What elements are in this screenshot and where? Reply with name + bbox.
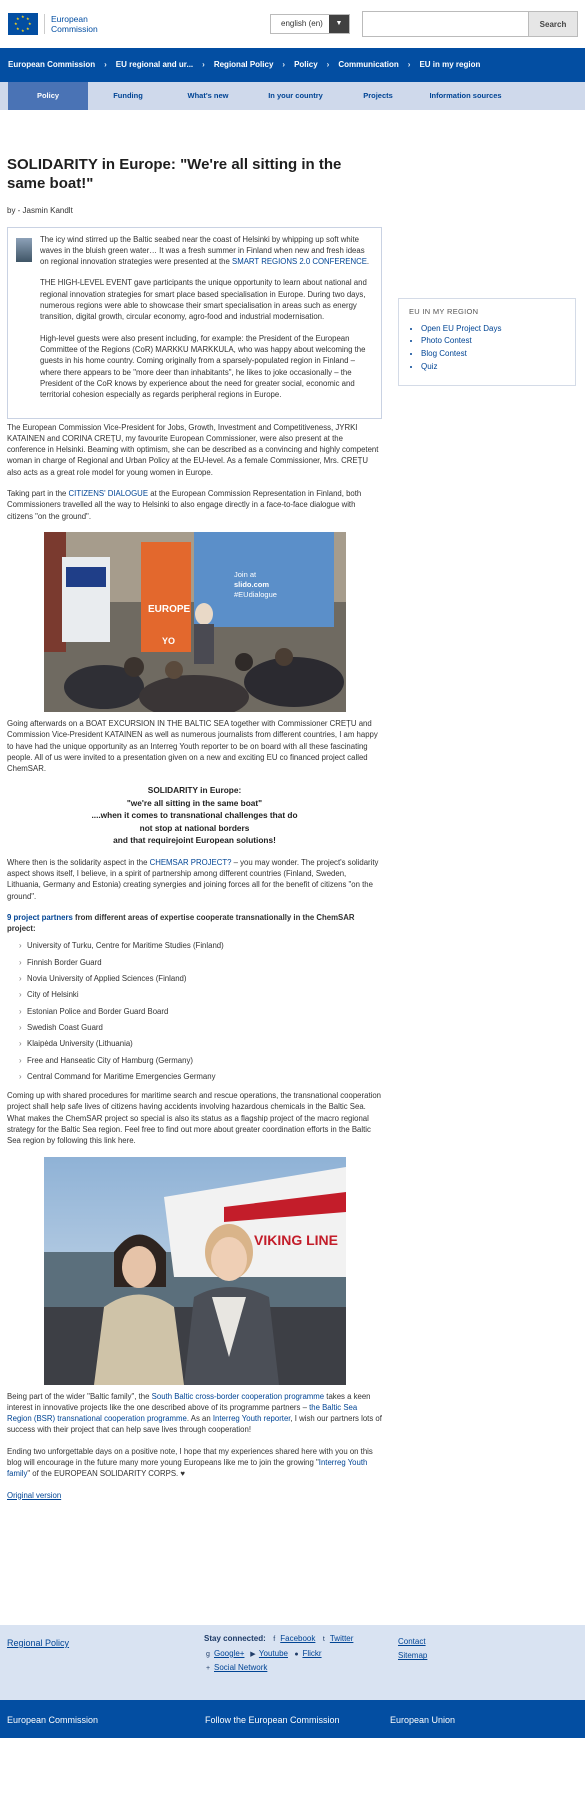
sidebar: [398, 298, 576, 386]
paragraph-text: .: [366, 257, 370, 267]
paragraph-text: takes a keen interest in innovative projects like the one described above of its programme partners –: [7, 1391, 371, 1412]
statement-line: SOLIDARITY in Europe:: [147, 785, 242, 796]
citizens-dialogue-link[interactable]: CITIZENS' DIALOGUE: [68, 489, 149, 499]
banner-text: EUROPE: [147, 603, 190, 615]
list-item: › Klaipėda University (Lithuania): [19, 1038, 382, 1049]
statement-line: not stop at national borders: [139, 822, 250, 833]
logo-text: European Commission: [44, 14, 98, 34]
screen-text: #EUdialogue: [233, 589, 277, 599]
site-header: [0, 0, 585, 48]
list-item: › City of Helsinki: [19, 989, 382, 1000]
search-input[interactable]: [362, 11, 530, 37]
statement-line: "we're all sitting in the same boat": [126, 797, 263, 808]
chevron-right-icon: ›: [407, 60, 411, 70]
breadcrumb-item[interactable]: Policy: [294, 60, 318, 70]
stay-connected-label: Stay connected:: [204, 1633, 266, 1643]
statement-line: and that requirejoint European solutions!: [113, 835, 276, 846]
chemsar-project-link[interactable]: CHEMSAR PROJECT?: [149, 857, 232, 867]
breadcrumb-item[interactable]: European Commission: [8, 60, 96, 70]
site-footer: [0, 1625, 585, 1738]
sidebar-title: EU IN MY REGION: [409, 307, 479, 316]
article: [7, 155, 382, 1501]
social-network-link[interactable]: Social Network: [214, 1663, 268, 1673]
paragraph-text: Being part of the wider "Baltic family", the: [7, 1391, 152, 1401]
google-plus-link[interactable]: Google+: [214, 1648, 245, 1658]
paragraph: The European Commission Vice-President for Jobs, Growth, Investment and Competitiveness, JYRKI KATAINEN and CORINA CREȚU, my favourite European Commissioner, were also present at the conference in Helsinki. Beaming with optimism, she can be described as a convincing and highly competent woman in charge of Regional and Urban Policy at the EU-level. As a female Commissioner, Mrs. CREȚU also acts as a great role model for young women in Europe.: [7, 422, 379, 477]
list-item: › University of Turku, Centre for Maritime Studies (Finland): [19, 940, 382, 951]
twitter-icon: t: [322, 1635, 325, 1643]
footer-links: [398, 1635, 427, 1664]
breadcrumb: [0, 48, 585, 82]
sidebar-item-photo-contest[interactable]: Photo Contest: [421, 336, 472, 346]
author-thumbnail: [16, 238, 32, 262]
footer-follow-commission[interactable]: Follow the European Commission: [205, 1714, 340, 1725]
chevron-down-icon: ▼: [329, 15, 349, 33]
sidebar-item-blog-contest[interactable]: Blog Contest: [421, 349, 467, 359]
south-baltic-programme-link[interactable]: South Baltic cross-border cooperation programme: [151, 1391, 325, 1401]
facebook-icon: f: [273, 1635, 276, 1643]
chevron-right-icon: ›: [104, 60, 107, 70]
tab-projects[interactable]: Projects: [363, 90, 393, 100]
boat-photo-graphic: [44, 1157, 346, 1385]
twitter-link[interactable]: Twitter: [329, 1633, 354, 1643]
sub-navigation: [0, 82, 585, 110]
language-selector[interactable]: [270, 14, 350, 34]
contact-link[interactable]: Contact: [398, 1636, 426, 1646]
list-item: › Novia University of Applied Sciences (Finland): [19, 973, 382, 984]
breadcrumb-item[interactable]: EU regional and ur...: [115, 60, 194, 70]
breadcrumb-item[interactable]: Regional Policy: [213, 60, 274, 70]
language-label: english (en): [281, 19, 323, 29]
breadcrumb-item[interactable]: EU in my region: [419, 60, 481, 70]
project-partners-link[interactable]: 9 project partners: [7, 912, 73, 922]
smart-regions-link[interactable]: SMART REGIONS 2.0 CONFERENCE: [232, 257, 367, 267]
facebook-link[interactable]: Facebook: [280, 1633, 316, 1643]
banner-text: YO: [161, 635, 175, 646]
list-item: › Swedish Coast Guard: [19, 1022, 382, 1033]
paragraph-text: Ending two unforgettable days on a positive note, I hope that my experiences shared here with you on this blog will encourage in the future many more young Europeans like me to join the growing ": [7, 1446, 373, 1468]
sidebar-item-open-eu-project-days[interactable]: Open EU Project Days: [421, 323, 502, 333]
citizens-dialogue-photo: [44, 532, 346, 712]
tab-information-sources[interactable]: Information sources: [429, 90, 502, 100]
youtube-link[interactable]: Youtube: [258, 1648, 288, 1658]
google-plus-icon: g: [206, 1650, 210, 1658]
paragraph: Coming up with shared procedures for maritime search and rescue operations, the transnational cooperation project shall help safe lives of citizens having accidents involving hazardous chemicals in the Baltic Sea. What makes the ChemSAR project so special is also its status as a flagship project of the macro regional strategy for the Baltic Sea region. Feel free to find out more about greater coordination efforts in the Baltic Sea region by following this link here.: [7, 1091, 382, 1146]
paragraph-text: . As an: [186, 1414, 213, 1424]
flickr-link[interactable]: Flickr: [302, 1648, 322, 1658]
paragraph: High-level guests were also present including, for example: the President of the European Committee of the Regions (CoR) MARKKU MARKKULA, who was happy about welcoming the guests in his home country. Coming originally from a sparsely-populated region in Finland – where there appears to be "more deer than inhabitants", he likes to joke occasionally – the President of the CoR knows by experience about the need for greater social, economic and territorial cohesion especially as regards peripheral regions in Europe.: [40, 333, 366, 400]
page-title: SOLIDARITY in Europe: "We're all sitting in the same boat!": [7, 156, 342, 192]
bsr-programme-link[interactable]: the Baltic Sea Region (BSR) transnational cooperation programme: [7, 1402, 358, 1424]
chevron-right-icon: ›: [282, 60, 286, 70]
tab-funding[interactable]: Funding: [113, 90, 143, 100]
footer-top: [0, 1625, 585, 1700]
statement-line: ....when it comes to transnational challenges that do: [91, 810, 298, 821]
list-item: › Finnish Border Guard: [19, 957, 382, 968]
main-content: [0, 155, 585, 1501]
solidarity-statement: [7, 784, 382, 846]
paragraph-text: The icy wind stirred up the Baltic seabed near the coast of Helsinki by whipping up soft white waves in the bluish green water… It was a fresh summer in Finland when new and fresh ideas on regional innovation strategies were presented at the: [40, 234, 365, 267]
screen-text: Join at: [233, 569, 256, 579]
intro-text: [40, 234, 373, 416]
tab-in-your-country[interactable]: In your country: [268, 90, 323, 100]
paragraph-text: at the European Commission Representation in Finland, both Commissioners travelled all the way to Helsinki to also engage directly in a face-to-face dialogue with citizens "on the ground".: [7, 489, 362, 521]
list-item: › Estonian Police and Border Guard Board: [19, 1006, 382, 1017]
paragraph: THE HIGH-LEVEL EVENT gave participants the unique opportunity to learn about national and regional innovation strategies for smart place based specialisation in Europe. During two days, numerous regions were able to showcase their smart specialisation in areas such as energy transition, digital growth, circular economy, agro-food and industrial modernisation.: [40, 278, 367, 322]
paragraph: Going afterwards on a BOAT EXCURSION IN THE BALTIC SEA together with Commissioner CREȚU and Commission Vice-President KATAINEN as well as numerous journalists from different countries, I am happy to have had the unique opportunity as an Interreg Youth reporter to be on board with all these fascinating people. All of us were invited to a presentation given on a new and exciting EU co financed project called ChemSAR.: [7, 718, 378, 774]
intro-box: [7, 227, 382, 419]
paragraph-text: Where then is the solidarity aspect in the: [7, 857, 150, 867]
original-version-link[interactable]: Original version: [7, 1490, 62, 1500]
citizens-dialogue-photo-graphic: [44, 532, 346, 712]
list-item: › Free and Hanseatic City of Hamburg (Germany): [19, 1055, 382, 1066]
sitemap-link[interactable]: Sitemap: [398, 1651, 428, 1661]
footer-regional-policy-link[interactable]: Regional Policy: [7, 1637, 70, 1648]
tab-policy[interactable]: Policy: [8, 82, 88, 110]
interreg-youth-reporter-link[interactable]: Interreg Youth reporter: [212, 1414, 291, 1424]
paragraph-text: Taking part in the: [7, 489, 69, 499]
paragraph-text: " of the EUROPEAN SOLIDARITY CORPS. ♥: [27, 1469, 185, 1479]
european-commission-logo[interactable]: [8, 13, 98, 35]
footer-european-union[interactable]: European Union: [390, 1714, 456, 1725]
partners-list: [19, 940, 382, 1082]
tab-whats-new[interactable]: What's new: [187, 90, 229, 100]
ship-text: VIKING LINE: [253, 1231, 338, 1248]
sidebar-list: [421, 323, 565, 372]
paragraph-text: , I wish our partners lots of success with their project that can help save lives through cooperation!: [7, 1414, 382, 1435]
chevron-right-icon: ›: [326, 60, 330, 70]
social-network-icon: +: [205, 1665, 211, 1673]
paragraph-text: – you may wonder. The project's solidarity aspect shows itself, I believe, in a spirit of partnership among different countries (Finland, Sweden, Lithuania, Germany and Estonia) creating synergies and joining forces all for the benefit of citizens "on the ground".: [7, 857, 379, 901]
partners-intro: [7, 912, 382, 935]
footer-european-commission[interactable]: European Commission: [7, 1714, 99, 1725]
article-body: [7, 422, 382, 1501]
breadcrumb-item[interactable]: Communication: [338, 60, 399, 70]
stay-connected: [204, 1633, 353, 1674]
boat-photo: [44, 1157, 346, 1385]
flickr-icon: ●: [294, 1650, 299, 1658]
youtube-icon: ▶: [250, 1650, 256, 1658]
list-item: › Central Command for Maritime Emergencies Germany: [19, 1071, 382, 1082]
sidebar-item-quiz[interactable]: Quiz: [421, 361, 438, 371]
eu-flag-icon: ★ ★ ★ ★ ★ ★ ★ ★: [8, 13, 38, 35]
search-button[interactable]: Search: [528, 11, 578, 37]
footer-bottom: [0, 1700, 585, 1738]
paragraph-text: from different areas of expertise cooperate transnationally in the ChemSAR project:: [7, 912, 355, 934]
interreg-youth-family-link[interactable]: Interreg Youth family: [7, 1458, 368, 1479]
chevron-right-icon: ›: [202, 60, 205, 70]
screen-text: slido.com: [233, 579, 269, 589]
byline: by - Jasmin Kandlt: [7, 206, 73, 215]
